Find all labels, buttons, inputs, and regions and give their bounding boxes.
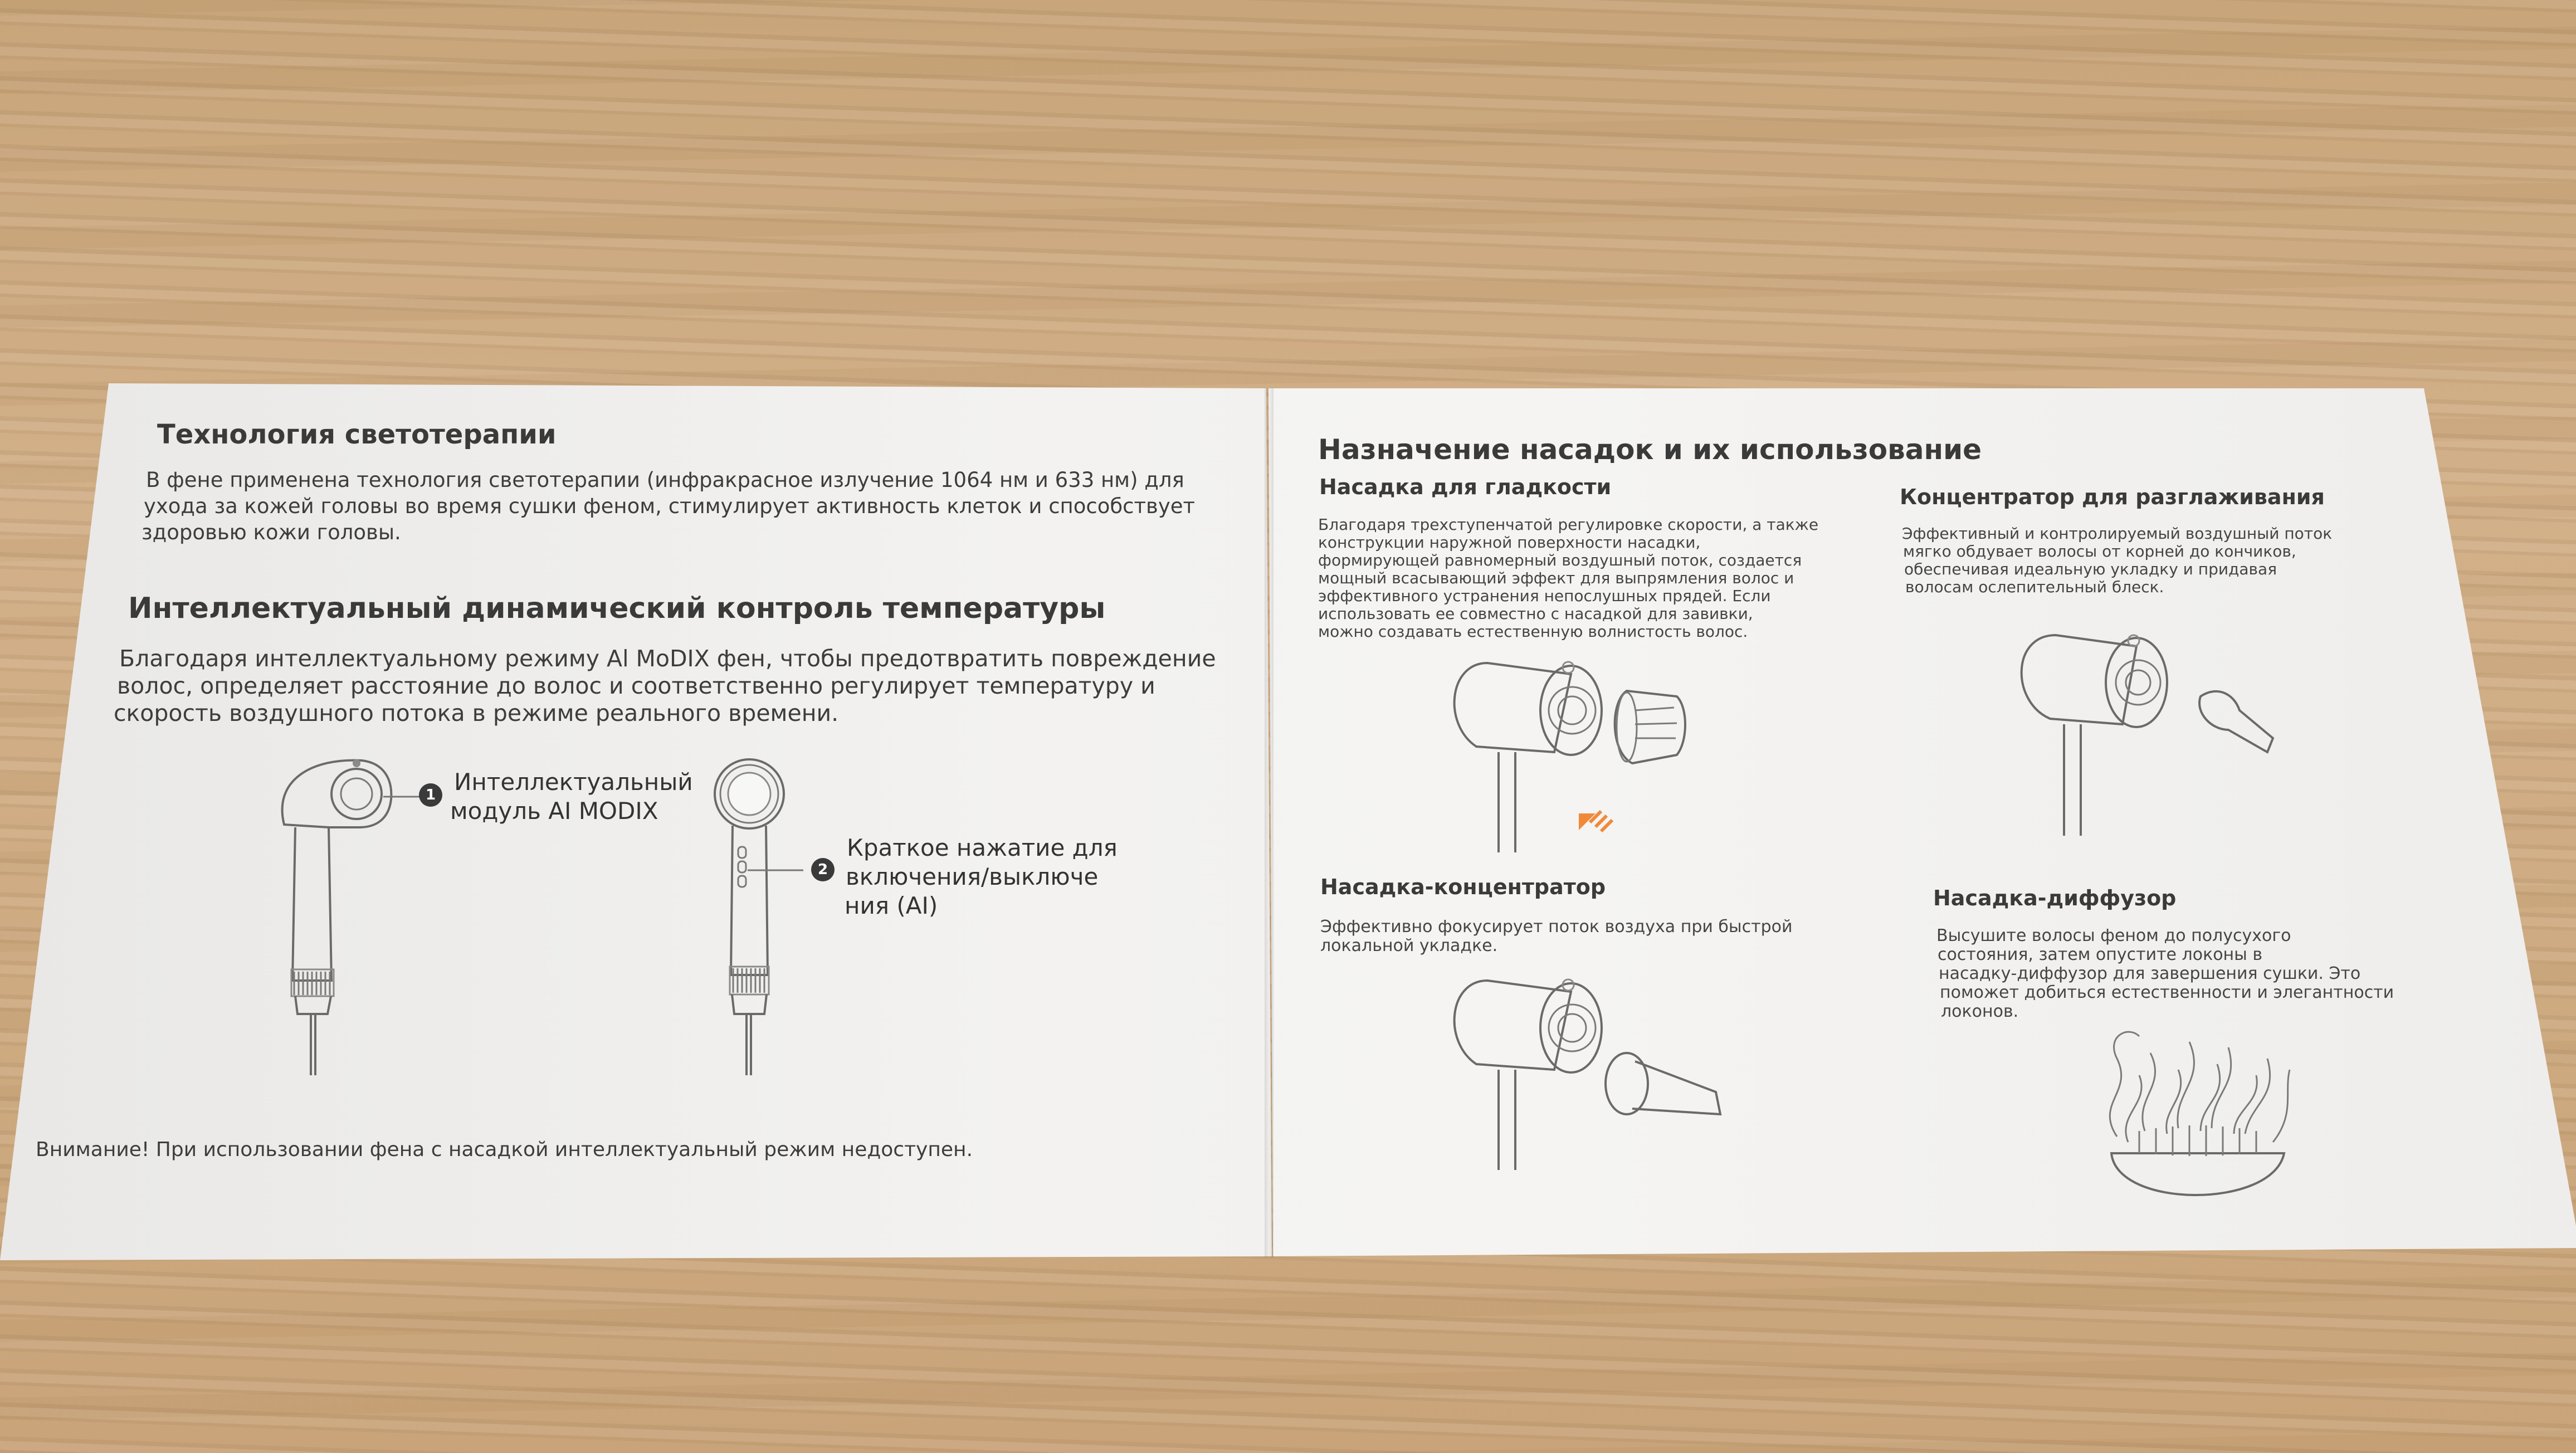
smoothing-line-6: использовать ее совместно с насадкой для завивки, bbox=[1318, 604, 1753, 623]
smoothing-concentrator-title: Концентратор для разглаживания bbox=[1900, 485, 2325, 509]
light-therapy-line-2: ухода за кожей головы во время сушки феном, стимулирует активность клеток и способствует bbox=[144, 494, 1196, 518]
temperature-control-line-2: волос, определяет расстояние до волос и соответственно регулирует температуру и bbox=[117, 672, 1155, 699]
callout-1-line-1: Интеллектуальный bbox=[454, 768, 693, 796]
diffuser-title: Насадка-диффузор bbox=[1933, 886, 2177, 910]
callout-2-line-2: включения/выключе bbox=[846, 863, 1099, 890]
smoothing-concentrator-line-3: обеспечивая идеальную укладку и придавая bbox=[1904, 560, 2277, 578]
callout-1-line-2: модуль AI MODIX bbox=[450, 797, 658, 825]
diffuser-illustration bbox=[2095, 1025, 2306, 1226]
smoothing-line-1: Благодаря трехступенчатой регулировке скорости, а также bbox=[1318, 515, 1819, 534]
booklet-fold bbox=[1265, 388, 1274, 1257]
smoothing-line-7: можно создавать естественную волнистость волос. bbox=[1318, 622, 1748, 641]
concentrator-line-1: Эффективно фокусирует поток воздуха при быстрой bbox=[1320, 917, 1793, 937]
diffuser-line-1: Высушите волосы феном до полусухого bbox=[1936, 926, 2291, 945]
callout-2-line-3: ния (AI) bbox=[845, 892, 938, 919]
smoothing-concentrator-line-1: Эффективный и контролируемый воздушный поток bbox=[1902, 524, 2333, 543]
smoothing-concentrator-line-4: волосам ослепительный блеск. bbox=[1905, 578, 2164, 596]
concentrator-title: Насадка-концентратор bbox=[1320, 875, 1606, 899]
diffuser-line-3: насадку-диффузор для завершения сушки. Это bbox=[1939, 964, 2361, 983]
smoothing-line-3: формирующей равномерный воздушный поток, создается bbox=[1318, 551, 1802, 569]
light-therapy-line-1: В фене применена технология светотерапии (инфракрасное излучение 1064 нм и 633 нм) для bbox=[146, 468, 1184, 492]
concentrator-illustration bbox=[1443, 958, 1744, 1181]
callout-2-line-1: Краткое нажатие для bbox=[847, 834, 1118, 861]
callout-2-leader-line bbox=[748, 865, 814, 876]
temperature-control-line-1: Благодаря интеллектуальному режиму Al MoDIX фен, чтобы предотвратить повреждение bbox=[119, 645, 1216, 672]
diffuser-line-4: поможет добиться естественности и элегантности bbox=[1940, 983, 2394, 1002]
light-therapy-title: Технология светотерапии bbox=[157, 419, 557, 450]
smoothing-nozzle-title: Насадка для гладкости bbox=[1319, 475, 1612, 499]
diffuser-line-2: состояния, затем опустите локоны в bbox=[1938, 945, 2263, 964]
hair-dryer-front-illustration bbox=[708, 758, 791, 1081]
arrow-icon bbox=[1573, 802, 1618, 836]
smoothing-concentrator-illustration bbox=[2011, 618, 2290, 841]
smoothing-line-2: конструкции наружной поверхности насадки, bbox=[1318, 533, 1701, 552]
smoothing-line-5: эффективного устранения непослушных прядей. Если bbox=[1318, 587, 1771, 605]
callout-1-number: 1 bbox=[419, 783, 442, 807]
callout-2-number: 2 bbox=[811, 858, 835, 881]
attachments-title: Назначение насадок и их использование bbox=[1318, 433, 1982, 466]
light-therapy-line-3: здоровью кожи головы. bbox=[142, 520, 401, 544]
diffuser-line-5: локонов. bbox=[1941, 1002, 2019, 1021]
warning-note: Внимание! При использовании фена с насадкой интеллектуальный режим недоступен. bbox=[36, 1138, 973, 1161]
temperature-control-title: Интеллектуальный динамический контроль температуры bbox=[128, 592, 1106, 625]
smoothing-concentrator-line-2: мягко обдувает волосы от корней до кончиков, bbox=[1903, 542, 2296, 560]
concentrator-line-2: локальной укладке. bbox=[1320, 936, 1498, 955]
smoothing-line-4: мощный всасывающий эффект для выпрямления волос и bbox=[1318, 569, 1794, 587]
temperature-control-line-3: скорость воздушного потока в режиме реального времени. bbox=[114, 700, 839, 726]
